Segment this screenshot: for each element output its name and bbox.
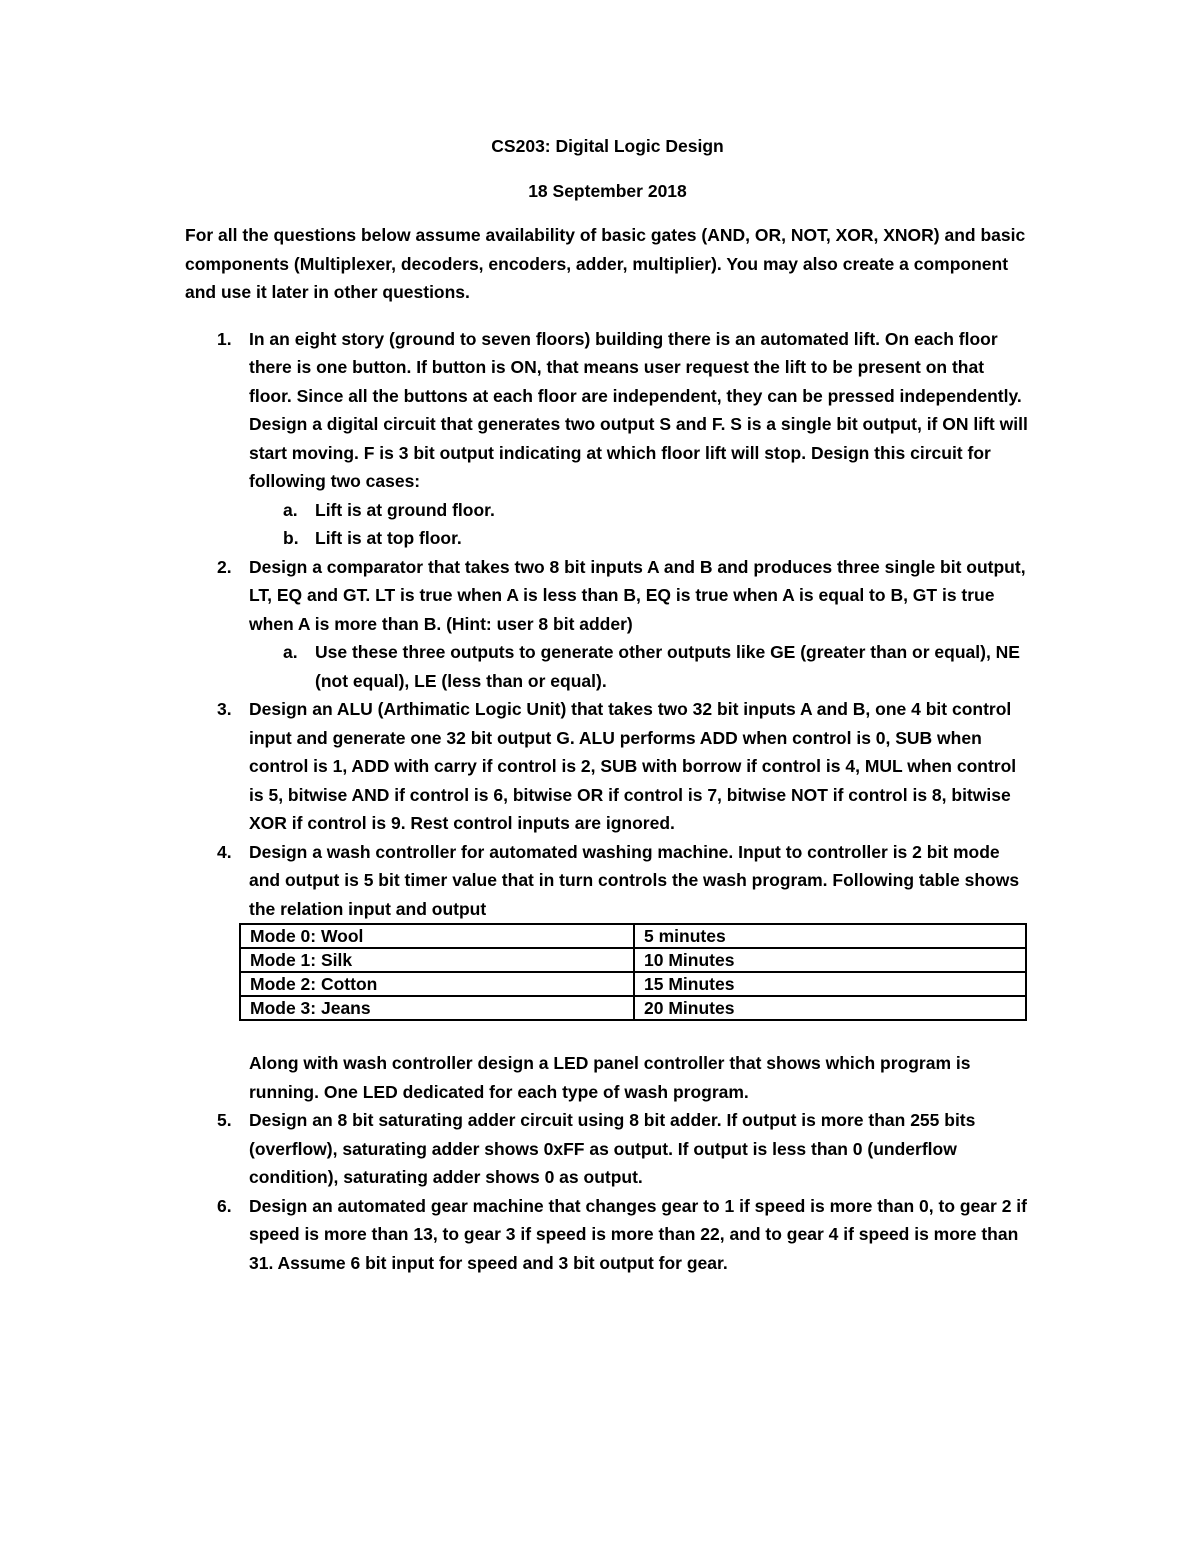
table-cell-time: 15 Minutes (634, 972, 1026, 996)
wash-mode-table (239, 923, 1027, 1021)
question-number: 6. (217, 1195, 232, 1216)
sub-question-text: Lift is at ground floor. (315, 499, 495, 520)
question-number: 1. (217, 328, 232, 349)
document-date: 18 September 2018 (528, 180, 687, 201)
question-text: Design a wash controller for automated washing machine. Input to controller is 2 bit mode and output is 5 bit timer value that in turn controls the wash program. Following table shows the relation input and output (249, 841, 1020, 919)
question-text: Design an ALU (Arthimatic Logic Unit) that takes two 32 bit inputs A and B, one 4 bit control input and generate one 32 bit output G. ALU performs ADD when control is 0, SUB when control is 1, ADD with carry if control is 2, SUB with borrow if control is 4, MUL when control is 5, bitwise AND if control is 6, bitwise OR if control is 7, bitwise NOT if control is 8, bitwise XOR if control is 9. Rest control inputs are ignored. (249, 699, 1017, 833)
sub-question (249, 524, 1030, 553)
question-4 (185, 838, 1030, 1107)
sub-question (249, 496, 1030, 525)
table-cell-time: 20 Minutes (634, 996, 1026, 1020)
question-5 (185, 1106, 1030, 1192)
sub-question-text: Use these three outputs to generate other outputs like GE (greater than or equal), NE (not equal), LE (less than or equal). (315, 642, 1020, 691)
sub-question-list (249, 638, 1030, 695)
table-cell-mode: Mode 2: Cotton (240, 972, 634, 996)
table-cell-mode: Mode 1: Silk (240, 948, 634, 972)
document-content (185, 132, 1030, 1277)
sub-question-text: Lift is at top floor. (315, 528, 462, 548)
question-text: Design a comparator that takes two 8 bit inputs A and B and produces three single bit output, LT, EQ and GT. LT is true when A is less than B, EQ is true when A is equal to B, GT is true when A is more than B. (Hint: user 8 bit adder) (249, 556, 1026, 634)
table-cell-time: 10 Minutes (634, 948, 1026, 972)
question-text: In an eight story (ground to seven floors) building there is an automated lift. On each floor there is one button. If button is ON, that means user request the lift to be present on that floor. Since all the buttons at each floor are independent, they can be pressed independently. Design a digital circuit that generates two output S and F. S is a single bit output, if ON lift will start moving. F is 3 bit output indicating at which floor lift will stop. Design this circuit for following two cases: (249, 328, 1028, 491)
sub-question-letter: a. (283, 642, 298, 662)
question-3 (185, 695, 1030, 838)
question-6 (185, 1192, 1030, 1278)
sub-question-letter: b. (283, 528, 299, 548)
question-text: Design an automated gear machine that changes gear to 1 if speed is more than 0, to gear 2 if speed is more than 13, to gear 3 if speed is more than 22, and to gear 4 if speed is more than 31. Assume 6 bit input for speed and 3 bit output for gear. (249, 1195, 1027, 1273)
table-row (240, 924, 1026, 948)
table-cell-time: 5 minutes (634, 924, 1026, 948)
question-1 (185, 325, 1030, 553)
question-number: 3. (217, 699, 232, 719)
question-number: 5. (217, 1110, 232, 1130)
question-2 (185, 553, 1030, 696)
sub-question-letter: a. (283, 499, 298, 520)
intro-paragraph: For all the questions below assume availability of basic gates (AND, OR, NOT, XOR, XNOR) and basic components (Multiplexer, decoders, encoders, adder, multiplier). You may also create a component and use it later in other questions. (185, 225, 1026, 302)
table-row (240, 948, 1026, 972)
table-row (240, 972, 1026, 996)
document-title: CS203: Digital Logic Design (491, 136, 724, 156)
table-cell-mode: Mode 3: Jeans (240, 996, 634, 1020)
table-row (240, 996, 1026, 1020)
table-cell-mode: Mode 0: Wool (240, 924, 634, 948)
question-number: 2. (217, 556, 232, 577)
sub-question-list (249, 496, 1030, 553)
question-text: Design an 8 bit saturating adder circuit using 8 bit adder. If output is more than 255 bits (overflow), saturating adder shows 0xFF as output. If output is less than 0 (underflow condition), saturating adder shows 0 as output. (249, 1110, 976, 1187)
question-list (185, 325, 1030, 1278)
question-followup-text: Along with wash controller design a LED panel controller that shows which program is running. One LED dedicated for each type of wash program. (249, 1053, 971, 1102)
sub-question (249, 638, 1030, 695)
question-number: 4. (217, 841, 232, 862)
